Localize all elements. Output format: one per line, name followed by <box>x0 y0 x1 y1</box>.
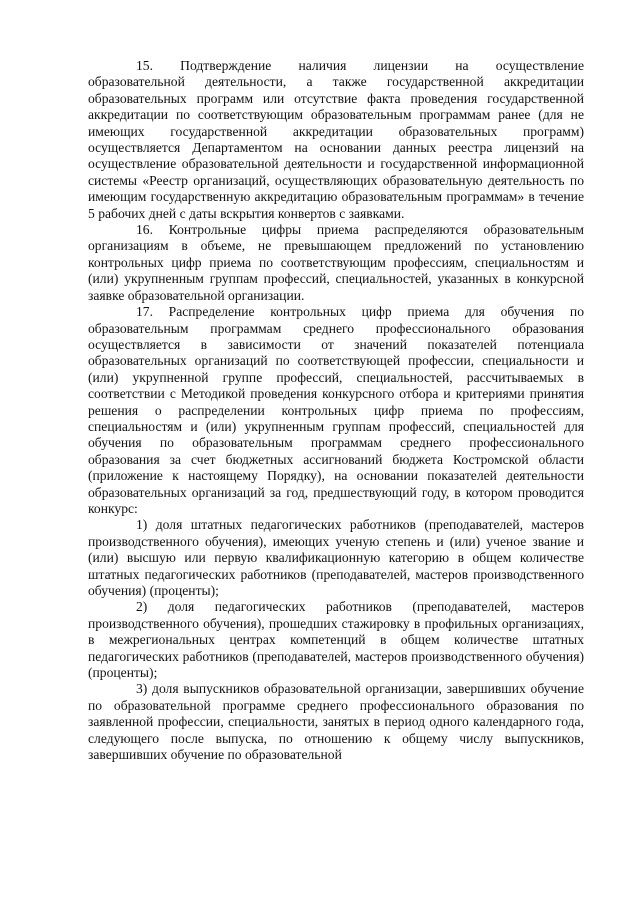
list-item-2: 2) доля педагогических работников (преподавателей, мастеров производственного обучения), прошедших стажировку в профильных организациях, в межрегиональных центрах компетенций в общем количестве штатных педагогических работников (преподавателей, мастеров производственного обучения) (проценты); <box>88 599 584 681</box>
list-item-3: 3) доля выпускников образовательной организации, завершивших обучение по образовательной программе среднего профессионального образования по заявленной профессии, специальности, занятых в период одного календарного года, следующего после выпуска, по отношению к общему числу выпускников, завершивших обучение по образовательной <box>88 681 584 763</box>
paragraph-17: 17. Распределение контрольных цифр приема для обучения по образовательным программам среднего профессионального образования осуществляется в зависимости от значений показателей потенциала образовательных организаций по соответствующей профессии, специальности и (или) укрупненной группе профессий, специальностей, рассчитываемых в соответствии с Методикой проведения конкурсного отбора и критериями принятия решения о распределении контрольных цифр приема по профессиям, специальностям и (или) укрупненным группам профессий, специальностей для обучения по образовательным программам среднего профессионального образования за счет бюджетных ассигнований бюджета Костромской области (приложение к настоящему Порядку), на основании показателей деятельности образовательных организаций за год, предшествующий году, в котором проводится конкурс: <box>88 304 584 516</box>
document-page <box>88 58 584 763</box>
paragraph-15: 15. Подтверждение наличия лицензии на осуществление образовательной деятельности, а также государственной аккредитации образовательных программ или отсутствие факта проведения государственной аккредитации по соответствующим образовательным программам ранее (для не имеющих государственной аккредитации образовательных программ) осуществляется Департаментом на основании данных реестра лицензий на осуществление образовательной деятельности и государственной информационной системы «Реестр организаций, осуществляющих образовательную деятельность по имеющим государственную аккредитацию образовательным программам» в течение 5 рабочих дней с даты вскрытия конвертов с заявками. <box>88 58 584 221</box>
paragraph-16: 16. Контрольные цифры приема распределяются образовательным организациям в объеме, не превышающем предложений по установлению контрольных цифр приема по соответствующим профессиям, специальностям и (или) укрупненным группам профессий, специальностей, указанных в конкурсной заявке образовательной организации. <box>88 222 584 303</box>
list-item-1: 1) доля штатных педагогических работников (преподавателей, мастеров производственного обучения), имеющих ученую степень и (или) ученое звание и (или) высшую или первую квалификационную категорию в общем количестве штатных педагогических работников (преподавателей, мастеров производственного обучения) (проценты); <box>88 517 584 598</box>
